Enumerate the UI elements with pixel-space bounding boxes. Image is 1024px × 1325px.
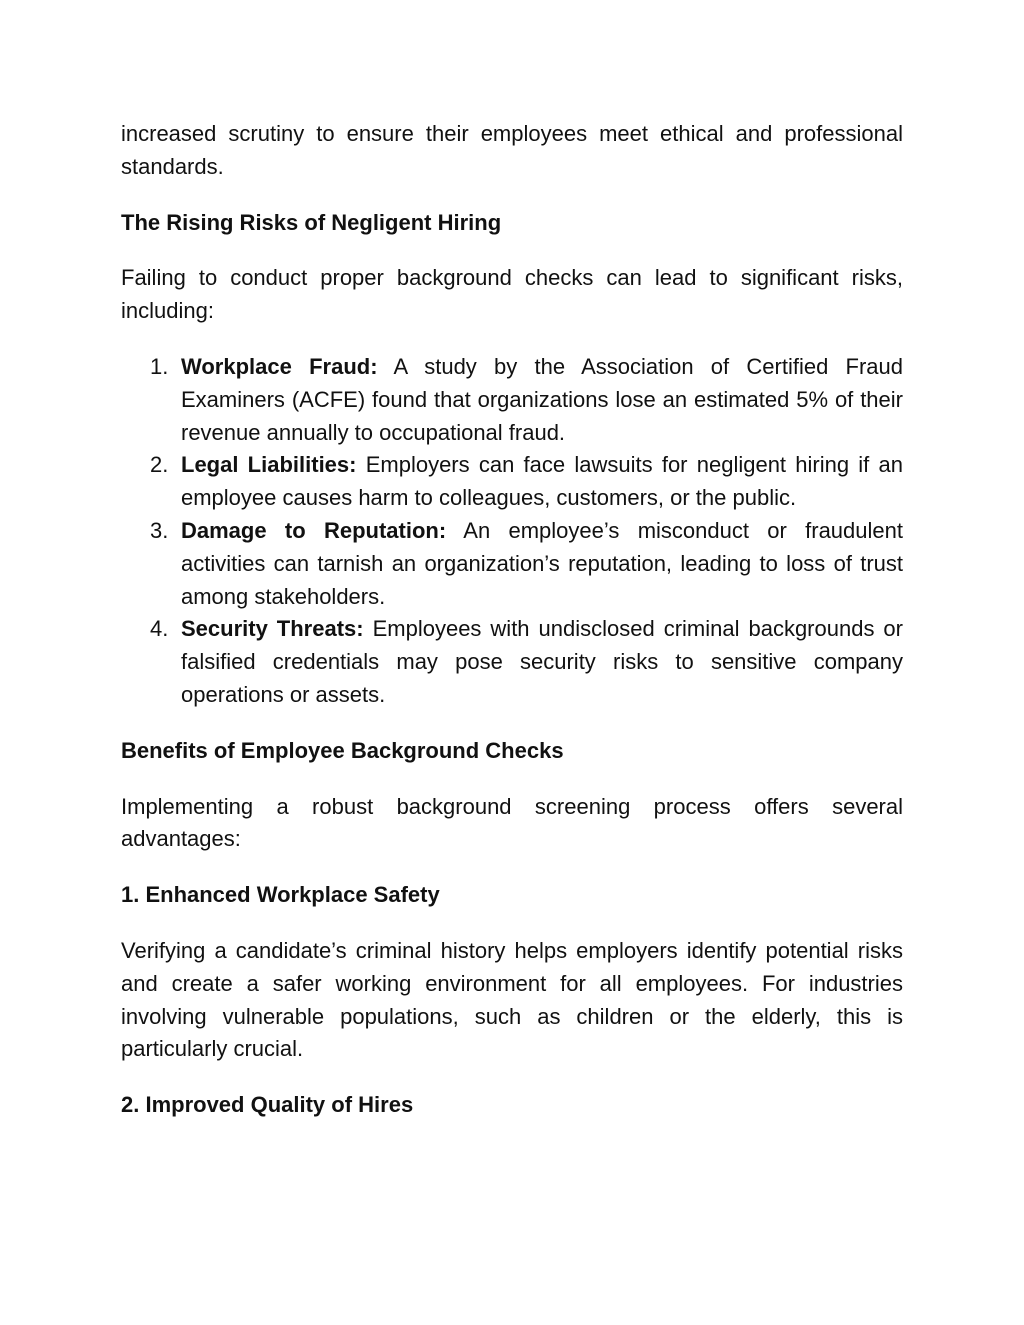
list-item-term: Workplace Fraud:	[181, 353, 378, 379]
list-item	[121, 613, 903, 711]
list-item-text: Employees with undisclosed criminal backgrounds or falsified credentials may pose security risks to sensitive company operations or assets.	[181, 616, 903, 707]
quality-subheading: 2. Improved Quality of Hires	[121, 1092, 414, 1118]
document-page	[121, 118, 903, 1122]
risks-list	[121, 351, 903, 712]
risks-heading: The Rising Risks of Negligent Hiring	[121, 209, 502, 235]
list-item-number: 1.	[150, 353, 169, 379]
safety-subheading: 1. Enhanced Workplace Safety	[121, 882, 440, 908]
list-item-text: Employers can face lawsuits for negligent hiring if an employee causes harm to colleagues, customers, or the public.	[181, 452, 903, 511]
intro-continuation-paragraph: increased scrutiny to ensure their employees meet ethical and professional standards.	[121, 121, 903, 179]
list-item-number: 2.	[150, 452, 169, 478]
list-item-number: 4.	[150, 616, 169, 642]
list-item-term: Legal Liabilities:	[181, 452, 357, 478]
list-item-term: Damage to Reputation:	[181, 517, 447, 543]
benefits-heading: Benefits of Employee Background Checks	[121, 737, 564, 763]
list-item-term: Security Threats:	[181, 616, 364, 642]
list-item	[121, 449, 903, 515]
safety-paragraph: Verifying a candidate’s criminal history helps employers identify potential risks and create a safer working environment for all employees. For industries involving vulnerable populations, such as children or the elderly, this is particularly crucial.	[121, 937, 903, 1062]
list-item	[121, 351, 903, 449]
list-item	[121, 515, 903, 613]
list-item-text: An employee’s misconduct or fraudulent activities can tarnish an organization’s reputation, leading to loss of trust among stakeholders.	[181, 517, 903, 609]
benefits-intro-paragraph: Implementing a robust background screening process offers several advantages:	[121, 793, 903, 852]
risks-intro-paragraph: Failing to conduct proper background checks can lead to significant risks, including:	[121, 265, 903, 324]
list-item-text: A study by the Association of Certified Fraud Examiners (ACFE) found that organizations lose an estimated 5% of their revenue annually to occupational fraud.	[181, 353, 903, 445]
list-item-number: 3.	[150, 517, 169, 543]
